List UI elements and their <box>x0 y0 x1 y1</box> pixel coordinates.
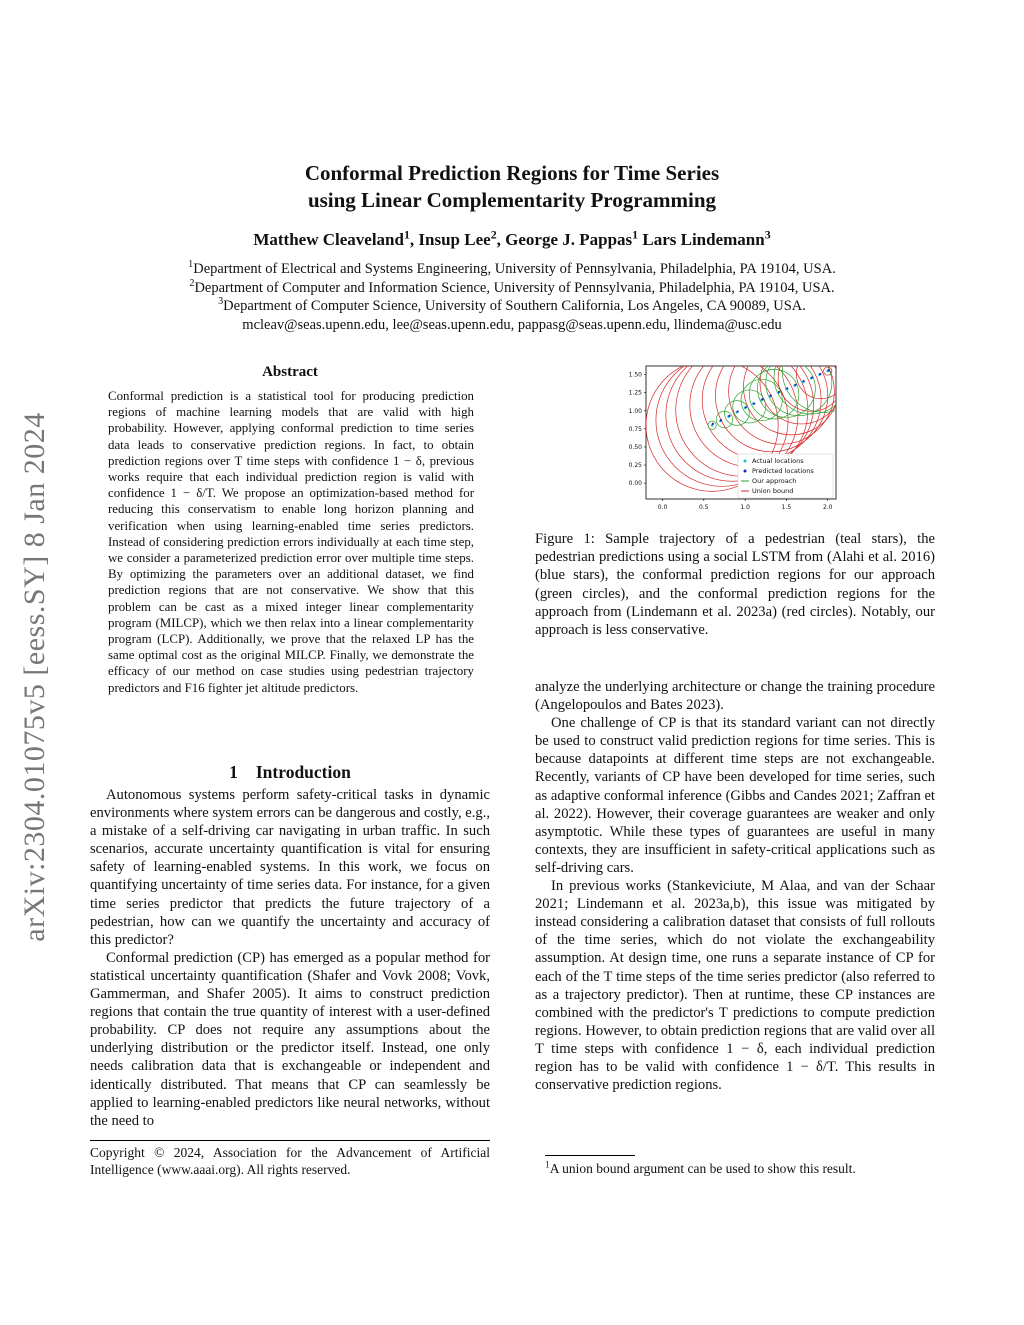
author-list: Matthew Cleaveland$^1$, Insup Lee$^2$, George J. Pappas$^1$ Lars Lindemann$^3$ <box>253 227 771 249</box>
predicted-location-point <box>794 384 796 386</box>
predicted-location-point <box>786 387 788 389</box>
x-tick-label: 0.5 <box>699 504 709 511</box>
x-tick-label: 0.0 <box>657 504 668 511</box>
predicted-location-point <box>720 419 722 421</box>
author-sup: 3 <box>764 227 771 242</box>
predicted-location-point <box>737 410 739 412</box>
left-column-body <box>90 786 490 1130</box>
copyright-notice: Copyright © 2024, Association for the Advancement of Artificial Intelligence (www.aaai.org). All rights reserved. <box>90 1145 490 1177</box>
section-heading <box>90 762 490 783</box>
author-sup: 1 <box>632 227 639 242</box>
figure-caption: Figure 1: Sample trajectory of a pedestrian (teal stars), the pedestrian predictions using a social LSTM from (Alahi et al. 2016) (blue stars), the conformal prediction regions for our approach (green circles), and the conformal prediction regions for the approach from (Lindemann et al. 2023a) (red circles). Notably, our approach is less conservative. <box>535 531 935 639</box>
abstract-text: Conformal prediction is a statistical tool for producing prediction regions of machine learning models that are valid with high probability. However, applying conformal prediction to time series data leads to conservative prediction regions. In fact, to obtain prediction regions over T time steps with confidence 1 − δ, previous works require that each individual prediction region is valid with confidence 1 − δ/T. We propose an optimization-based method for reducing this conservatism to enable long horizon planning and verification when using learning-enabled time series predictors. Instead of considering prediction errors individually at each time step, we consider a parameterized prediction error over multiple time steps. By optimizing the parameters over an additional dataset, we find prediction regions that are not conservative. We show that this problem can be cast as a mixed integer linear complementarity program (MILCP), which we then relax into a linear complementarity program (LCP). Additionally, we prove that the relaxed LP has the same optimal cost as the original MILCP. Finally, we demonstrate the efficacy of our method on case studies using pedestrian trajectory predictors and F16 fighter jet altitude predictors. <box>108 389 474 695</box>
legend-marker-predicted <box>744 470 747 473</box>
y-tick-label: 1.25 <box>628 389 642 397</box>
x-tick-label: 1.0 <box>740 504 750 511</box>
legend <box>738 454 833 498</box>
paragraph: Autonomous systems perform safety-critical tasks in dynamic environments where system errors can be dangerous and costly, e.g., a mistake of a self-driving car navigating in urban traffic. In such scenarios, accurate uncertainty quantification is vital for ensuring safety of learning-enabled systems. In this work, we focus on quantifying uncertainty of time series data. For instance, for a given time series predictor that predicts the future trajectory of a pedestrian, how can we quantify the uncertainty and accuracy of this predictor? <box>90 787 490 948</box>
predicted-location-point <box>745 406 747 408</box>
legend-marker-actual <box>744 460 747 463</box>
y-tick-label: 0.00 <box>628 480 642 488</box>
right-column-body <box>535 678 935 1094</box>
section-title: Introduction <box>255 762 351 782</box>
author-sup: 1 <box>403 227 410 242</box>
predicted-location-point <box>819 373 821 375</box>
affiliations <box>100 260 924 334</box>
affiliation: $^3$Department of Computer Science, University of Southern California, Los Angeles, CA 90089, USA. <box>218 296 806 314</box>
predicted-location-point <box>753 402 755 404</box>
footnote-rule <box>545 1155 635 1156</box>
footnote <box>545 1160 935 1177</box>
x-tick-label: 2.0 <box>822 504 833 511</box>
x-axis-ticks <box>658 499 833 511</box>
predicted-location-point <box>728 415 730 417</box>
y-tick-label: 0.75 <box>628 425 642 433</box>
legend-label-union: Union bound <box>752 487 794 495</box>
predicted-location-point <box>770 395 772 397</box>
predicted-location-point <box>761 398 763 400</box>
section-number: 1 <box>229 762 238 782</box>
legend-label-ours: Our approach <box>752 477 797 485</box>
paragraph: In previous works (Stankeviciute, M Alaa, and van der Schaar 2021; Lindemann et al. 2023a,b), this issue was mitigated by instead considering a calibration dataset that consists of full rollouts of the time series, which do not violate the exchangeability assumption. At design time, one runs a separate instance of CP for each of the T time steps of the time series predictor (also referred to as a trajectory predictor). Then at runtime, these CP instances are combined with the predictor's T predictions to compute prediction regions. However, to obtain prediction regions that are valid over all T time steps with confidence 1 − δ, each individual prediction region has to be valid with confidence 1 − δ/T. This results in conservative prediction regions. <box>535 878 935 1094</box>
y-tick-label: 1.50 <box>628 371 642 379</box>
arxiv-stamp <box>5 362 65 992</box>
y-tick-label: 0.50 <box>628 443 642 451</box>
paragraph: analyze the underlying architecture or change the training procedure (Angelopoulos and Bates 2023). <box>535 679 935 714</box>
paragraph: One challenge of CP is that its standard variant can not directly be used to construct valid prediction regions for time series. This is because datapoints at different time steps are not exchangeable. Recently, variants of CP have been developed for time series, such as adaptive conformal inference (Gibbs and Candes 2021; Zaffran et al. 2022). However, their coverage guarantees are weaker and only asymptotic. While these types of guarantees are useful in many contexts, they are insufficient in safety-critical applications such as self-driving cars. <box>535 715 935 876</box>
author-name: Matthew Cleaveland <box>253 230 404 249</box>
x-tick-label: 1.5 <box>781 504 792 511</box>
title-line-1: Conformal Prediction Regions for Time Series <box>304 161 720 185</box>
legend-label-actual: Actual locations <box>752 457 804 465</box>
predicted-location-point <box>712 423 714 425</box>
paper-title <box>150 160 874 214</box>
affiliation: $^2$Department of Computer and Information Science, University of Pennsylvania, Philadelphia, PA 19104, USA. <box>189 277 835 296</box>
predicted-location-point <box>827 369 829 371</box>
predicted-location-point <box>778 391 780 393</box>
predicted-location-point <box>803 380 805 382</box>
y-tick-label: 0.25 <box>628 462 642 470</box>
author-emails: mcleav@seas.upenn.edu, lee@seas.upenn.edu, pappasg@seas.upenn.edu, llindema@usc.edu <box>242 316 782 333</box>
title-line-2: using Linear Complementarity Programming <box>307 188 717 212</box>
predicted-location-point <box>811 376 813 378</box>
y-axis-ticks <box>629 372 646 487</box>
author-sup: 2 <box>490 227 497 242</box>
author-name: George J. Pappas <box>505 230 633 249</box>
abstract-heading: Abstract <box>262 364 318 380</box>
legend-label-predicted: Predicted locations <box>752 467 814 475</box>
footnote-text: A union bound argument can be used to show this result. <box>549 1161 856 1176</box>
arxiv-stamp-text: arXiv:2304.01075v5 [eess.SY] 8 Jan 2024 <box>18 412 51 942</box>
footnote-mark: 1 <box>545 1160 550 1171</box>
copyright-rule <box>90 1140 490 1141</box>
affiliation: $^1$Department of Electrical and Systems Engineering, University of Pennsylvania, Philadelphia, PA 19104, USA. <box>188 259 836 277</box>
author-name: Insup Lee <box>418 230 491 249</box>
y-tick-label: 1.00 <box>628 407 642 415</box>
paragraph: Conformal prediction (CP) has emerged as a popular method for statistical uncertainty quantification (Shafer and Vovk 2008; Vovk, Gammerman, and Shafer 2005). It aims to construct prediction regions that contain the true quantity of interest with a user-defined probability. CP does not require any assumptions about the underlying distribution or the predictor itself. Instead, one only needs calibration data that is exchangeable or independent and identically distributed. That means that CP can seamlessly be applied to learning-enabled predictors like neural networks, without the need to <box>90 949 490 1129</box>
figure-1-chart <box>620 362 840 514</box>
author-name: Lars Lindemann <box>642 230 765 249</box>
